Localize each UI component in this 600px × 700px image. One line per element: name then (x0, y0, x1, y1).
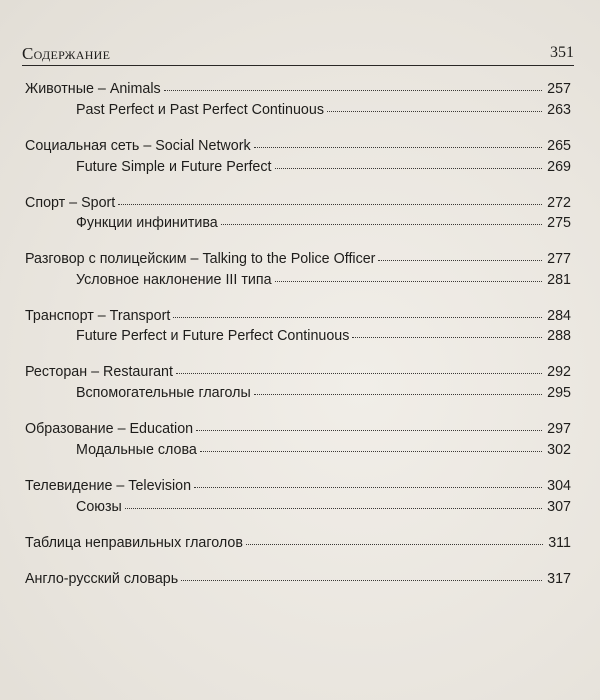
toc-entry-page: 317 (547, 571, 571, 587)
toc-entry-label: Модальные слова (76, 442, 197, 458)
toc-entry-page: 275 (547, 215, 571, 231)
toc-entry-restaurant[interactable] (25, 363, 571, 381)
toc-entry-education[interactable] (25, 420, 571, 438)
dot-leader (327, 107, 542, 112)
toc-entry-label: Образование – Education (25, 421, 194, 437)
toc-entry-page: 292 (547, 364, 571, 380)
dot-leader (221, 220, 542, 225)
toc-entry-label: Транспорт – Transport (25, 308, 171, 324)
toc-entry-label: Вспомогательные глаголы (76, 385, 251, 401)
toc-subentry-conjunctions[interactable] (76, 498, 571, 516)
toc-entry-page: 302 (547, 442, 571, 458)
toc-subentry-modal-words[interactable] (76, 441, 571, 459)
toc-entry-label: Спорт – Sport (25, 195, 116, 211)
toc-entry-animals[interactable] (25, 80, 571, 98)
toc-entry-label: Future Simple и Future Perfect (76, 159, 272, 175)
dot-leader (194, 483, 542, 488)
toc-entry-label: Future Perfect и Future Perfect Continuous (76, 328, 350, 344)
running-header-title: Содержание (22, 44, 111, 63)
dot-leader (164, 86, 542, 91)
toc-entry-page: 263 (547, 102, 571, 118)
toc-entry-police-officer[interactable] (25, 250, 571, 268)
toc-entry-page: 311 (548, 535, 571, 551)
toc-entry-page: 272 (547, 195, 571, 211)
dot-leader (118, 200, 542, 205)
dot-leader (200, 447, 542, 452)
toc-entry-page: 257 (547, 81, 571, 97)
dot-leader (173, 313, 542, 318)
toc-entry-label: Социальная сеть – Social Network (25, 138, 251, 154)
toc-entry-label: Союзы (76, 499, 122, 515)
running-header-page-number: 351 (550, 44, 574, 61)
dot-leader (176, 369, 542, 374)
dot-leader (125, 504, 542, 509)
dot-leader (275, 277, 543, 282)
toc-entry-label: Животные – Animals (25, 81, 161, 97)
toc-subentry-past-perfect[interactable] (76, 101, 571, 119)
toc-entry-label: Функции инфинитива (76, 215, 218, 231)
toc-entry-television[interactable] (25, 477, 571, 495)
toc-subentry-conditional[interactable] (76, 271, 571, 289)
dot-leader (196, 426, 542, 431)
dot-leader (254, 143, 543, 148)
toc-entry-irregular-verbs[interactable] (25, 534, 571, 552)
dot-leader (254, 390, 542, 395)
toc-entry-social-network[interactable] (25, 137, 571, 155)
dot-leader (275, 164, 543, 169)
toc-entry-label: Условное наклонение III типа (76, 272, 272, 288)
toc-entry-label: Past Perfect и Past Perfect Continuous (76, 102, 324, 118)
toc-entry-transport[interactable] (25, 307, 571, 325)
toc-subentry-infinitive[interactable] (76, 214, 571, 232)
toc-subentry-future-perfect[interactable] (76, 327, 571, 345)
toc-entry-page: 295 (547, 385, 571, 401)
toc-entry-page: 281 (547, 272, 571, 288)
toc-entry-page: 304 (547, 478, 571, 494)
dot-leader (378, 256, 542, 261)
toc-entry-sport[interactable] (25, 194, 571, 212)
toc-entry-page: 297 (547, 421, 571, 437)
dot-leader (352, 333, 542, 338)
toc-subentry-future-simple[interactable] (76, 158, 571, 176)
toc-entry-label: Телевидение – Television (25, 478, 192, 494)
toc-entry-page: 265 (547, 138, 571, 154)
toc-entry-label: Таблица неправильных глаголов (25, 535, 243, 551)
dot-leader (246, 540, 543, 545)
toc-entry-label: Англо-русский словарь (25, 571, 179, 587)
dot-leader (181, 576, 542, 581)
toc-subentry-auxiliary-verbs[interactable] (76, 384, 571, 402)
toc-entry-dictionary[interactable] (25, 570, 571, 588)
toc-entry-label: Разговор с полицейским – Talking to the Police Officer (25, 251, 376, 267)
toc-entry-page: 269 (547, 159, 571, 175)
toc-entry-page: 288 (547, 328, 571, 344)
toc-entry-label: Ресторан – Restaurant (25, 364, 173, 380)
toc-entry-page: 284 (547, 308, 571, 324)
toc-entry-page: 307 (547, 499, 571, 515)
toc-entry-page: 277 (547, 251, 571, 267)
